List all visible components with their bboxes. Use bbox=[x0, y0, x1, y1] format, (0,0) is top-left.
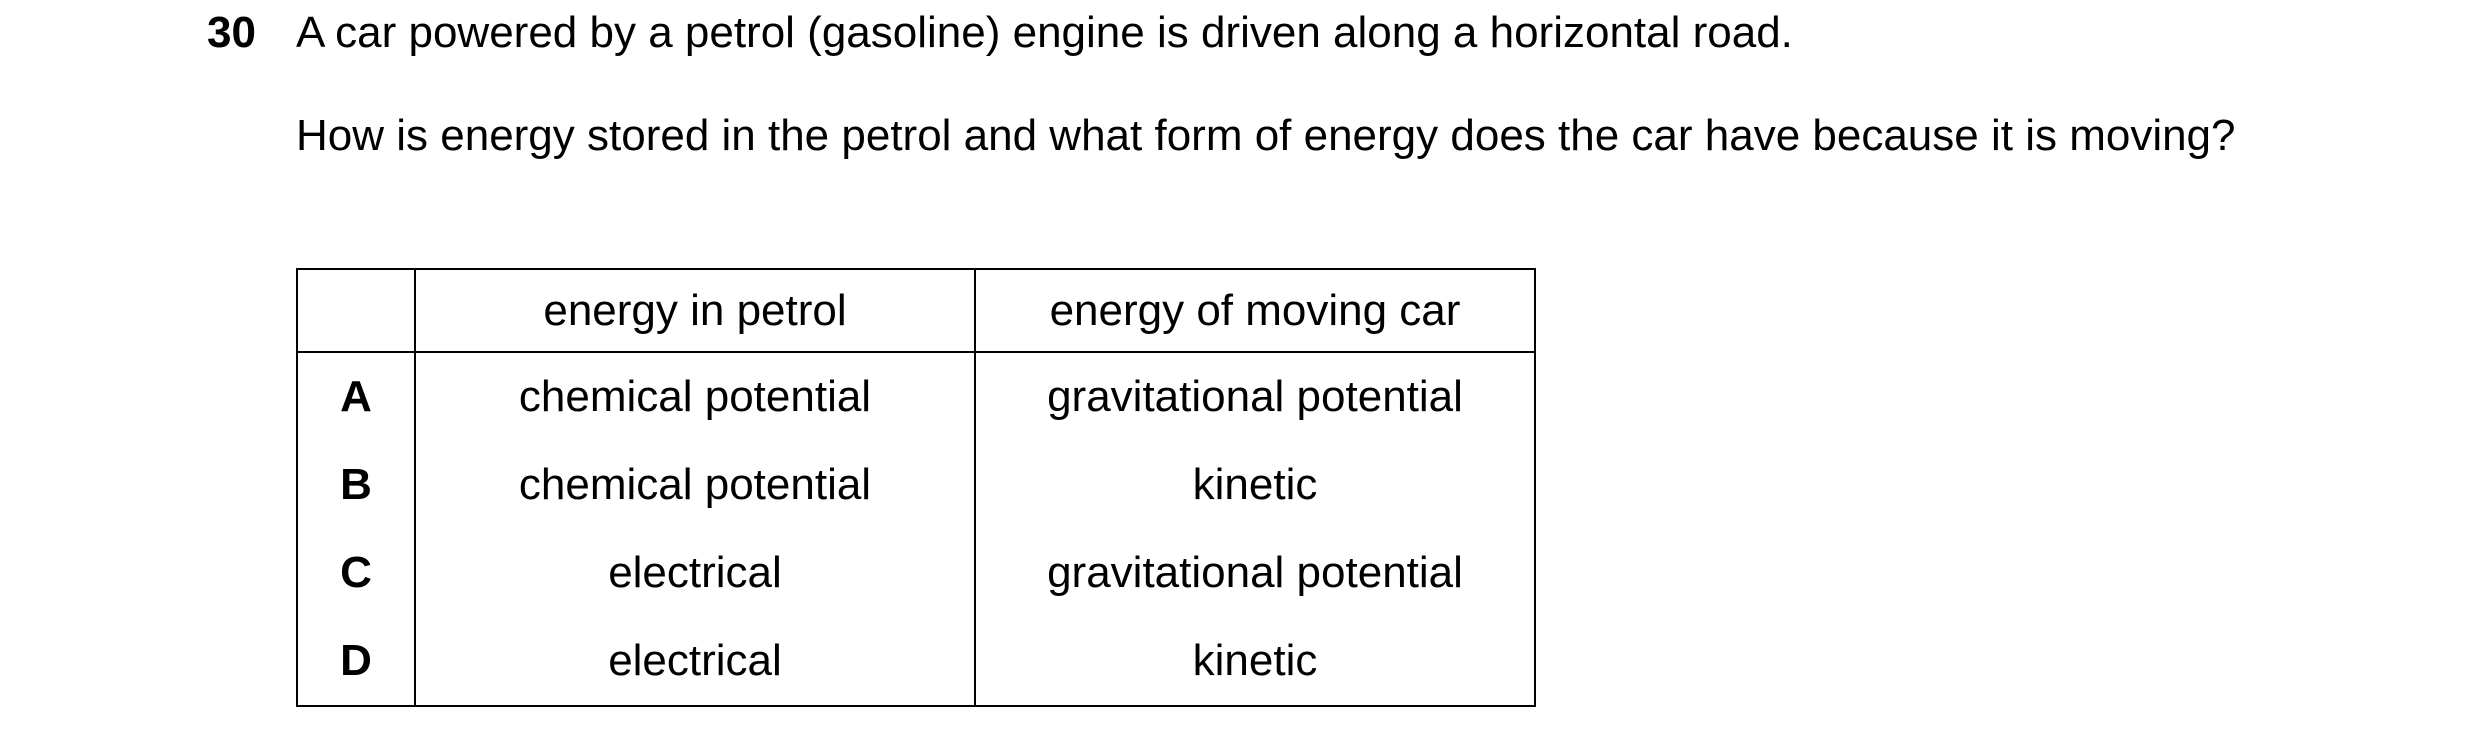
energy-of-moving-car-cell: gravitational potential bbox=[975, 529, 1535, 617]
question-stem: A car powered by a petrol (gasoline) engine is driven along a horizontal road. bbox=[296, 8, 1793, 57]
energy-of-moving-car-cell: kinetic bbox=[975, 441, 1535, 529]
header-energy-of-moving-car: energy of moving car bbox=[975, 269, 1535, 352]
option-letter: B bbox=[297, 441, 415, 529]
question-prompt: How is energy stored in the petrol and what form of energy does the car have because it is moving? bbox=[296, 111, 2236, 160]
header-letter bbox=[297, 269, 415, 352]
header-energy-in-petrol: energy in petrol bbox=[415, 269, 975, 352]
option-row-c bbox=[297, 529, 1535, 617]
energy-in-petrol-cell: electrical bbox=[415, 529, 975, 617]
energy-in-petrol-cell: chemical potential bbox=[415, 352, 975, 441]
energy-in-petrol-cell: chemical potential bbox=[415, 441, 975, 529]
energy-of-moving-car-cell: kinetic bbox=[975, 617, 1535, 706]
option-row-b bbox=[297, 441, 1535, 529]
option-letter: D bbox=[297, 617, 415, 706]
option-letter: C bbox=[297, 529, 415, 617]
option-row-d bbox=[297, 617, 1535, 706]
option-row-a bbox=[297, 352, 1535, 441]
option-letter: A bbox=[297, 352, 415, 441]
question-number: 30 bbox=[207, 8, 256, 57]
energy-in-petrol-cell: electrical bbox=[415, 617, 975, 706]
energy-of-moving-car-cell: gravitational potential bbox=[975, 352, 1535, 441]
table-header-row bbox=[297, 269, 1535, 352]
answer-options-table bbox=[296, 268, 1536, 707]
